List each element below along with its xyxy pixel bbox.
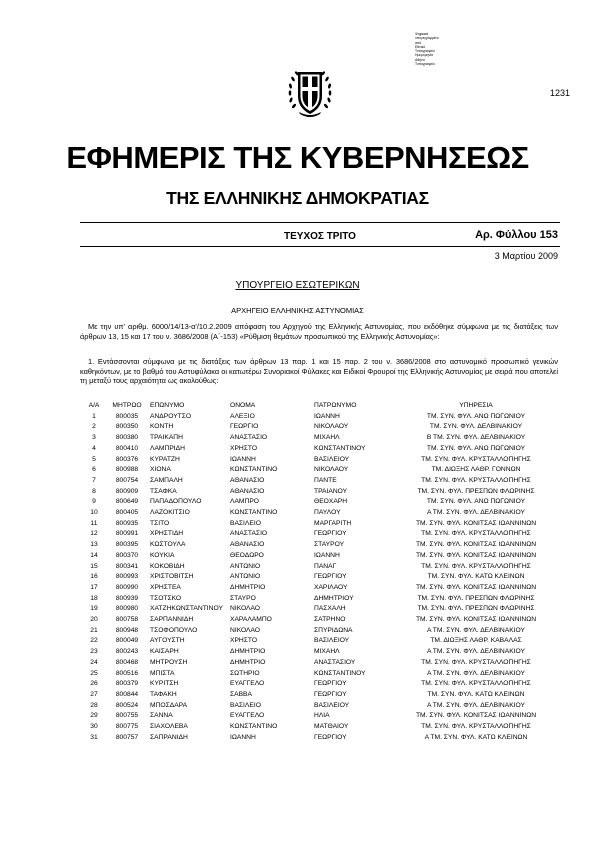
cell-surname: ΚΟΥΚΙΑ (150, 551, 175, 559)
cell-father: ΣΠΥΡΙΔΩΝΑ (314, 626, 353, 634)
cell-aa: 4 (92, 444, 96, 452)
cell-service: ΤΜ. ΣΥΝ. ΦΥΛ. ΚΟΝΙΤΣΑΣ ΙΩΑΝΝΙΝΩΝ (415, 616, 537, 624)
table-row (80, 594, 560, 605)
cell-service: ΤΜ. ΣΥΝ. ΦΥΛ. ΑΝΩ ΠΩΓΩΝΙΟΥ (426, 498, 526, 506)
cell-father: ΑΝΑΣΤΑΣΙΟΥ (314, 658, 356, 666)
cell-aa: 8 (92, 487, 96, 495)
cell-name: ΕΥΑΓΓΕΛΟ (230, 712, 265, 720)
cell-surname: ΚΩΣΤΟΥΛΑ (150, 541, 186, 549)
table-row (80, 604, 560, 615)
cell-aa: 10 (90, 509, 98, 517)
cell-aa: 20 (90, 616, 98, 624)
cell-registry: 800757 (115, 733, 139, 741)
cell-registry: 800775 (115, 723, 139, 731)
cell-registry: 800243 (115, 648, 139, 656)
gazette-subtitle: ΤΗΣ ΕΛΛΗΝΙΚΗΣ ΔΗΜΟΚΡΑΤΙΑΣ (166, 188, 429, 208)
stamp-line: Ψηφιακά (415, 32, 429, 36)
ministry-heading (0, 280, 595, 291)
cell-name: ΚΩΝΣΤΑΝΤΙΝΟ (230, 723, 278, 731)
col-header-aa: Α/Α (88, 402, 100, 409)
cell-father: ΠΑΥΛΟΥ (314, 509, 341, 517)
cell-registry: 800380 (115, 434, 139, 442)
table-row (80, 658, 560, 669)
personnel-table (80, 401, 560, 744)
cell-surname: ΤΑΦΑΚΗ (150, 690, 177, 698)
cell-registry: 800468 (115, 658, 139, 666)
cell-father: ΒΑΣΙΛΕΙΟΥ (314, 637, 350, 645)
cell-service: ΤΜ. ΣΥΝ. ΦΥΛ. ΚΟΝΙΤΣΑΣ ΙΩΑΝΝΙΝΩΝ (415, 712, 537, 720)
cell-registry: 800405 (115, 509, 139, 517)
cell-service: Α ΤΜ. ΣΥΝ. ΦΥΛ. ΔΕΛΒΙΝΑΚΙΟΥ (426, 648, 525, 656)
stamp-line: Τυπογραφείο (415, 49, 435, 54)
cell-service: ΤΜ. ΣΥΝ. ΦΥΛ. ΠΡΕΣΠΩΝ ΦΛΩΡΙΝΗΣ (417, 487, 535, 495)
col-header-surname: ΕΠΩΝΥΜΟ (150, 402, 185, 409)
cell-surname: ΧΙΟΝΑ (150, 466, 171, 474)
cell-surname: ΤΣΙΤΟ (150, 519, 170, 527)
cell-registry: 800524 (115, 701, 139, 709)
cell-surname: ΜΗΤΡΟΥΣΗ (150, 658, 188, 666)
cell-name: ΧΡΗΣΤΟ (230, 444, 258, 452)
cell-surname: ΣΑΝΝΑ (150, 712, 173, 720)
table-row (80, 519, 560, 530)
cell-aa: 11 (90, 519, 98, 527)
cell-surname: ΑΝΔΡΟΥΤΣΟ (150, 412, 192, 420)
table-body (80, 412, 560, 744)
cell-name: ΧΡΗΣΤΟ (230, 637, 258, 645)
cell-surname: ΚΑΙΣΑΡΗ (150, 648, 179, 656)
cell-service: Β ΤΜ. ΣΥΝ. ΦΥΛ. ΔΕΛΒΙΝΑΚΙΟΥ (426, 434, 526, 442)
cell-father: ΣΤΑΥΡΟΥ (314, 541, 345, 549)
table-row (80, 647, 560, 658)
cell-name: ΒΑΣΙΛΕΙΟ (230, 519, 261, 527)
cell-aa: 17 (90, 583, 98, 591)
cell-name: ΑΝΑΣΤΑΣΙΟ (230, 434, 268, 442)
table-row (80, 690, 560, 701)
header-divider (80, 222, 560, 223)
cell-surname: ΑΥΓΟΥΣΤΗ (150, 637, 185, 645)
cell-father: ΚΩΝΣΤΑΝΤΙΝΟΥ (314, 444, 366, 452)
cell-registry: 800341 (115, 562, 139, 570)
table-row (80, 722, 560, 733)
cell-name: ΔΗΜΗΤΡΙΟ (230, 658, 266, 666)
table-row (80, 562, 560, 573)
cell-aa: 26 (90, 680, 98, 688)
cell-service: ΤΜ. ΣΥΝ. ΦΥΛ. ΚΡΥΣΤΑΛΛΟΠΗΓΗΣ (421, 455, 531, 463)
cell-name: ΑΝΤΩΝΙΟ (230, 562, 261, 570)
stamp-line: από (415, 40, 422, 45)
cell-service: ΤΜ. ΣΥΝ. ΦΥΛ. ΚΡΥΣΤΑΛΛΟΠΗΓΗΣ (421, 562, 531, 570)
cell-surname: ΚΥΡΑΤΖΗ (150, 455, 180, 463)
cell-name: ΑΝΑΣΤΑΣΙΟ (230, 530, 268, 538)
cell-surname: ΤΣΟΦΟΠΟΥΛΟ (150, 626, 198, 634)
issue-date: 3 Μαρτίου 2009 (494, 251, 558, 261)
cell-aa: 29 (90, 712, 98, 720)
cell-surname: ΧΑΤΖΗΚΩΝΣΤΑΝΤΙΝΟΥ (150, 605, 223, 613)
cell-name: ΑΘΑΝΑΣΙΟ (230, 487, 265, 495)
cell-service: ΤΜ. ΣΥΝ. ΦΥΛ. ΚΡΥΣΤΑΛΛΟΠΗΓΗΣ (421, 723, 531, 731)
cell-father: ΙΩΑΝΝΗ (314, 551, 340, 559)
cell-registry: 800935 (115, 519, 139, 527)
table-row (80, 679, 560, 690)
cell-surname: ΚΟΝΤΗ (150, 423, 174, 431)
cell-name: ΝΙΚΟΛΑΟ (230, 626, 261, 634)
cell-surname: ΚΥΡΙΤΣΗ (150, 680, 179, 688)
cell-service: ΤΜ. ΣΥΝ. ΦΥΛ. ΚΡΥΣΤΑΛΛΟΠΗΓΗΣ (421, 680, 531, 688)
cell-service: ΤΜ. ΔΙΩΞΗΣ ΛΑΘΡ. ΚΑΒΑΛΑΣ (430, 637, 522, 645)
cell-name: ΣΤΑΥΡΟ (230, 594, 256, 602)
table-row (80, 540, 560, 551)
cell-aa: 31 (90, 733, 98, 741)
table-row (80, 733, 560, 744)
cell-father: ΙΩΑΝΝΗ (314, 412, 340, 420)
cell-name: ΣΑΒΒΑ (230, 690, 252, 698)
table-row (80, 497, 560, 508)
cell-surname: ΧΡΗΣΤΙΔΗ (150, 530, 184, 538)
cell-service: ΤΜ. ΣΥΝ. ΦΥΛ. ΠΡΕΣΠΩΝ ΦΛΩΡΙΝΗΣ (417, 594, 535, 602)
cell-father: ΒΑΣΙΛΕΙΟΥ (314, 701, 350, 709)
cell-service: ΤΜ. ΣΥΝ. ΦΥΛ. ΚΡΥΣΤΑΛΛΟΠΗΓΗΣ (421, 530, 531, 538)
col-header-father: ΠΑΤΡΩΝΥΜΟ (314, 402, 357, 409)
cell-surname: ΛΑΖΟΚΙΤΣΙΟ (150, 509, 190, 517)
cell-aa: 27 (90, 690, 98, 698)
cell-aa: 1 (92, 412, 96, 420)
cell-registry: 800990 (115, 583, 139, 591)
cell-service: Α ΤΜ. ΣΥΝ. ΦΥΛ. ΔΕΛΒΙΝΑΚΙΟΥ (426, 701, 525, 709)
cell-service: ΤΜ. ΣΥΝ. ΦΥΛ. ΚΑΤΩ ΚΛΕΙΝΩΝ (427, 690, 525, 698)
issue-type: ΤΕΥΧΟΣ ΤΡΙΤΟ (284, 231, 356, 242)
cell-registry: 800758 (115, 616, 139, 624)
table-row (80, 508, 560, 519)
table-row (80, 711, 560, 722)
cell-father: ΓΕΩΡΓΙΟΥ (314, 573, 347, 581)
cell-registry: 800939 (115, 594, 139, 602)
sheet-number: Αρ. Φύλλου 153 (475, 229, 558, 241)
cell-name: ΙΩΑΝΝΗ (230, 733, 256, 741)
cell-name: ΚΩΝΣΤΑΝΤΙΝΟ (230, 509, 278, 517)
cell-father: ΠΑΣΧΑΛΗ (314, 605, 346, 613)
cell-service: ΤΜ. ΣΥΝ. ΦΥΛ. ΠΡΕΣΠΩΝ ΦΛΩΡΙΝΗΣ (417, 605, 535, 613)
cell-surname: ΤΣΑΦΚΑ (150, 487, 177, 495)
cell-father: ΠΑΝΤΕ (314, 476, 337, 484)
cell-registry: 800909 (115, 487, 139, 495)
table-header-row (80, 401, 560, 412)
cell-father: ΓΕΩΡΓΙΟΥ (314, 530, 347, 538)
cell-registry: 800991 (115, 530, 139, 538)
cell-surname: ΧΡΙΣΤΟΒΙΤΣΗ (150, 573, 194, 581)
cell-name: ΛΑΜΠΡΟ (230, 498, 259, 506)
cell-registry: 800755 (115, 712, 139, 720)
cell-service: ΤΜ. ΣΥΝ. ΦΥΛ. ΔΕΛΒΙΝΑΚΙΟΥ (429, 423, 523, 431)
cell-aa: 24 (90, 658, 98, 666)
article-paragraph: 1. Εντάσσονται σύμφωνα με τις διατάξεις των άρθρων 13 παρ. 1 και 15 παρ. 2 του ν. 3686/2008 στο αστυνομικό προσωπικό γενικών καθηκόντων, με το βαθμό του Αστυφύλακα οι κατωτέρω Συνοριακοί Φύλακες και Ειδικοί Φρουροί της Ελληνικής Αστυνομίας με σειρά που αποτελεί τη μεταξύ τους αρχαιότητα ως ακολούθως: (80, 357, 558, 386)
cell-aa: 12 (90, 530, 98, 538)
cell-name: ΔΗΜΗΤΡΙΟ (230, 648, 266, 656)
cell-father: ΝΙΚΟΛΑΟΥ (314, 423, 349, 431)
cell-aa: 15 (90, 562, 98, 570)
greek-coat-of-arms-icon (285, 62, 335, 122)
cell-aa: 7 (92, 476, 96, 484)
table-row (80, 626, 560, 637)
stamp-line: Ημερομηνία (415, 53, 433, 58)
cell-surname: ΚΟΚΟΒΙΔΗ (150, 562, 185, 570)
table-row (80, 669, 560, 680)
stamp-line: Εθνικό (415, 44, 426, 49)
digital-signature-stamp (415, 32, 485, 66)
table-row (80, 455, 560, 466)
cell-aa: 23 (90, 648, 98, 656)
cell-service: Α ΤΜ. ΣΥΝ. ΦΥΛ. ΚΑΤΩ ΚΛΕΙΝΩΝ (424, 733, 528, 741)
stamp-line: Αθήνα (415, 57, 425, 62)
cell-name: ΑΘΑΝΑΣΙΟ (230, 476, 265, 484)
stamp-line: υπογεγραμμένο (415, 36, 439, 41)
cell-registry: 800516 (115, 669, 139, 677)
cell-aa: 18 (90, 594, 98, 602)
table-row (80, 636, 560, 647)
table-row (80, 465, 560, 476)
cell-service: Α ΤΜ. ΣΥΝ. ΦΥΛ. ΔΕΛΒΙΝΑΚΙΟΥ (426, 509, 525, 517)
cell-name: ΓΕΩΡΓΙΟ (230, 423, 259, 431)
cell-service: ΤΜ. ΣΥΝ. ΦΥΛ. ΑΝΩ ΠΩΓΩΝΙΟΥ (426, 412, 526, 420)
table-row (80, 412, 560, 423)
cell-surname: ΛΑΜΠΡΙΔΗ (150, 444, 185, 452)
cell-service: ΤΜ. ΣΥΝ. ΦΥΛ. ΚΡΥΣΤΑΛΛΟΠΗΓΗΣ (421, 658, 531, 666)
cell-registry: 800649 (115, 498, 139, 506)
gazette-title: ΕΦΗΜΕΡΙΣ ΤΗΣ ΚΥΒΕΡΝΗΣΕΩΣ (66, 140, 529, 175)
cell-registry: 800410 (115, 444, 139, 452)
cell-name: ΣΩΤΗΡΙΟ (230, 669, 260, 677)
table-row (80, 551, 560, 562)
cell-aa: 22 (90, 637, 98, 645)
cell-name: ΔΗΜΗΤΡΙΟ (230, 583, 266, 591)
table-row (80, 422, 560, 433)
cell-aa: 14 (90, 551, 98, 559)
cell-surname: ΤΣΟΤΣΚΟ (150, 594, 182, 602)
cell-aa: 25 (90, 669, 98, 677)
cell-father: ΘΕΟΧΑΡΗ (314, 498, 348, 506)
cell-father: ΣΑΤΡΗΝΟ (314, 616, 346, 624)
cell-registry: 800754 (115, 476, 139, 484)
cell-father: ΜΑΤΘΑΙΟΥ (314, 723, 349, 731)
cell-father: ΔΗΜΗΤΡΙΟΥ (314, 594, 354, 602)
cell-aa: 28 (90, 701, 98, 709)
cell-name: ΧΑΡΑΛΑΜΠΟ (230, 616, 272, 624)
cell-aa: 6 (92, 466, 96, 474)
cell-father: ΒΑΣΙΛΕΙΟΥ (314, 455, 350, 463)
cell-name: ΘΕΟΔΩΡΟ (230, 551, 264, 559)
cell-service: Α ΤΜ. ΣΥΝ. ΦΥΛ. ΔΕΛΒΙΝΑΚΙΟΥ (426, 669, 525, 677)
table-row (80, 572, 560, 583)
cell-surname: ΤΡΑΙΚΑΠΗ (150, 434, 183, 442)
cell-name: ΑΛΕΞΙΟ (230, 412, 255, 420)
cell-registry: 800376 (115, 455, 139, 463)
cell-father: ΝΙΚΟΛΑΟΥ (314, 466, 349, 474)
table-row (80, 487, 560, 498)
cell-father: ΤΡΑΙΑΝΟΥ (314, 487, 348, 495)
cell-name: ΕΥΑΓΓΕΛΟ (230, 680, 265, 688)
cell-father: ΜΑΡΓΑΡΙΤΗ (314, 519, 352, 527)
archive-heading: ΑΡΧΗΓΕΙΟ ΕΛΛΗΝΙΚΗΣ ΑΣΤΥΝΟΜΙΑΣ (231, 306, 364, 315)
cell-father: ΗΛΙΑ (314, 712, 330, 720)
cell-aa: 19 (90, 605, 98, 613)
cell-registry: 800035 (115, 412, 139, 420)
cell-name: ΑΘΑΝΑΣΙΟ (230, 541, 265, 549)
stamp-line: Τυπογραφείο (415, 62, 435, 67)
ministry-heading-text: ΥΠΟΥΡΓΕΙΟ ΕΣΩΤΕΡΙΚΩΝ (235, 280, 360, 291)
cell-name: ΙΩΑΝΝΗ (230, 455, 256, 463)
cell-father: ΠΑΝΑΓ (314, 562, 337, 570)
table-row (80, 583, 560, 594)
cell-service: ΤΜ. ΣΥΝ. ΦΥΛ. ΚΟΝΙΤΣΑΣ ΙΩΑΝΝΙΝΩΝ (415, 551, 537, 559)
cell-aa: 30 (90, 723, 98, 731)
cell-registry: 800844 (115, 690, 139, 698)
cell-service: Α ΤΜ. ΣΥΝ. ΦΥΛ. ΔΕΛΒΙΝΑΚΙΟΥ (426, 626, 525, 634)
cell-registry: 800350 (115, 423, 139, 431)
cell-service: ΤΜ. ΣΥΝ. ΦΥΛ. ΑΝΩ ΠΩΓΩΝΙΟΥ (426, 444, 526, 452)
cell-aa: 2 (92, 423, 96, 431)
cell-surname: ΧΡΗΣΤΕΑ (150, 583, 181, 591)
cell-father: ΜΙΧΑΗΛ (314, 648, 340, 656)
cell-service: ΤΜ. ΣΥΝ. ΦΥΛ. ΚΡΥΣΤΑΛΛΟΠΗΓΗΣ (421, 476, 531, 484)
cell-registry: 800379 (115, 680, 139, 688)
col-header-name: ΟΝΟΜΑ (230, 402, 256, 409)
cell-father: ΜΙΧΑΗΛ (314, 434, 340, 442)
cell-surname: ΜΠΟΣΔΑΡΑ (150, 701, 188, 709)
table-row (80, 701, 560, 712)
table-row (80, 444, 560, 455)
cell-registry: 800370 (115, 551, 139, 559)
cell-name: ΝΙΚΟΛΑΟ (230, 605, 261, 613)
cell-registry: 800980 (115, 605, 139, 613)
cell-name: ΚΩΝΣΤΑΝΤΙΝΟ (230, 466, 278, 474)
cell-surname: ΣΙΑΧΟΛΕΒΑ (150, 723, 188, 731)
cell-service: ΤΜ. ΣΥΝ. ΦΥΛ. ΚΑΤΩ ΚΛΕΙΝΩΝ (427, 573, 525, 581)
cell-father: ΚΩΝΣΤΑΝΤΙΝΟΥ (314, 669, 366, 677)
cell-father: ΓΕΩΡΓΙΟΥ (314, 680, 347, 688)
cell-surname: ΣΑΡΠΑΝΝΙΔΗ (150, 616, 194, 624)
cell-service: ΤΜ. ΔΙΩΞΗΣ ΛΑΘΡ. ΓΟΝΝΩΝ (431, 466, 521, 474)
cell-service: ΤΜ. ΣΥΝ. ΦΥΛ. ΚΟΝΙΤΣΑΣ ΙΩΑΝΝΙΝΩΝ (415, 519, 537, 527)
cell-father: ΧΑΡΙΛΑΟΥ (314, 583, 348, 591)
cell-registry: 800993 (115, 573, 139, 581)
cell-surname: ΠΑΠΑΔΟΠΟΥΛΟ (150, 498, 202, 506)
col-header-service: ΥΠΗΡΕΣΙΑ (459, 402, 493, 409)
cell-aa: 9 (92, 498, 96, 506)
cell-surname: ΣΑΜΠΑΛΗ (150, 476, 183, 484)
cell-aa: 3 (92, 434, 96, 442)
cell-name: ΒΑΣΙΛΕΙΟ (230, 701, 261, 709)
table-row (80, 433, 560, 444)
page-number: 1231 (549, 88, 570, 98)
cell-surname: ΣΑΠΡΑΝΙΔΗ (150, 733, 188, 741)
table-row (80, 615, 560, 626)
cell-aa: 5 (92, 455, 96, 463)
cell-registry: 800049 (115, 637, 139, 645)
cell-registry: 800395 (115, 541, 139, 549)
issue-divider (80, 246, 560, 247)
cell-registry: 800988 (115, 466, 139, 474)
table-row (80, 529, 560, 540)
cell-father: ΓΕΩΡΓΙΟΥ (314, 690, 347, 698)
col-header-registry: ΜΗΤΡΩΟ (112, 402, 142, 409)
table-row (80, 476, 560, 487)
cell-aa: 16 (90, 573, 98, 581)
cell-service: ΤΜ. ΣΥΝ. ΦΥΛ. ΚΟΝΙΤΣΑΣ ΙΩΑΝΝΙΝΩΝ (415, 583, 537, 591)
cell-aa: 21 (90, 626, 98, 634)
cell-aa: 13 (90, 541, 98, 549)
decision-paragraph: Με την υπ' αριθμ. 6000/14/13-α'/10.2.2009 απόφαση του Αρχηγού της Ελληνικής Αστυνομίας, που εκδόθηκε σύμφωνα με τις διατάξεις των άρθρων 13, 15 και 17 του ν. 3686/2008 (Α΄-153) «Ρύθμιση θεμάτων προσωπικού της Ελληνικής Αστυνομίας»: (80, 322, 558, 341)
cell-father: ΓΕΩΡΓΙΟΥ (314, 733, 347, 741)
cell-name: ΑΝΤΩΝΙΟ (230, 573, 261, 581)
cell-registry: 800948 (115, 626, 139, 634)
cell-surname: ΜΠΙΣΤΑ (150, 669, 175, 677)
cell-service: ΤΜ. ΣΥΝ. ΦΥΛ. ΚΟΝΙΤΣΑΣ ΙΩΑΝΝΙΝΩΝ (415, 541, 537, 549)
